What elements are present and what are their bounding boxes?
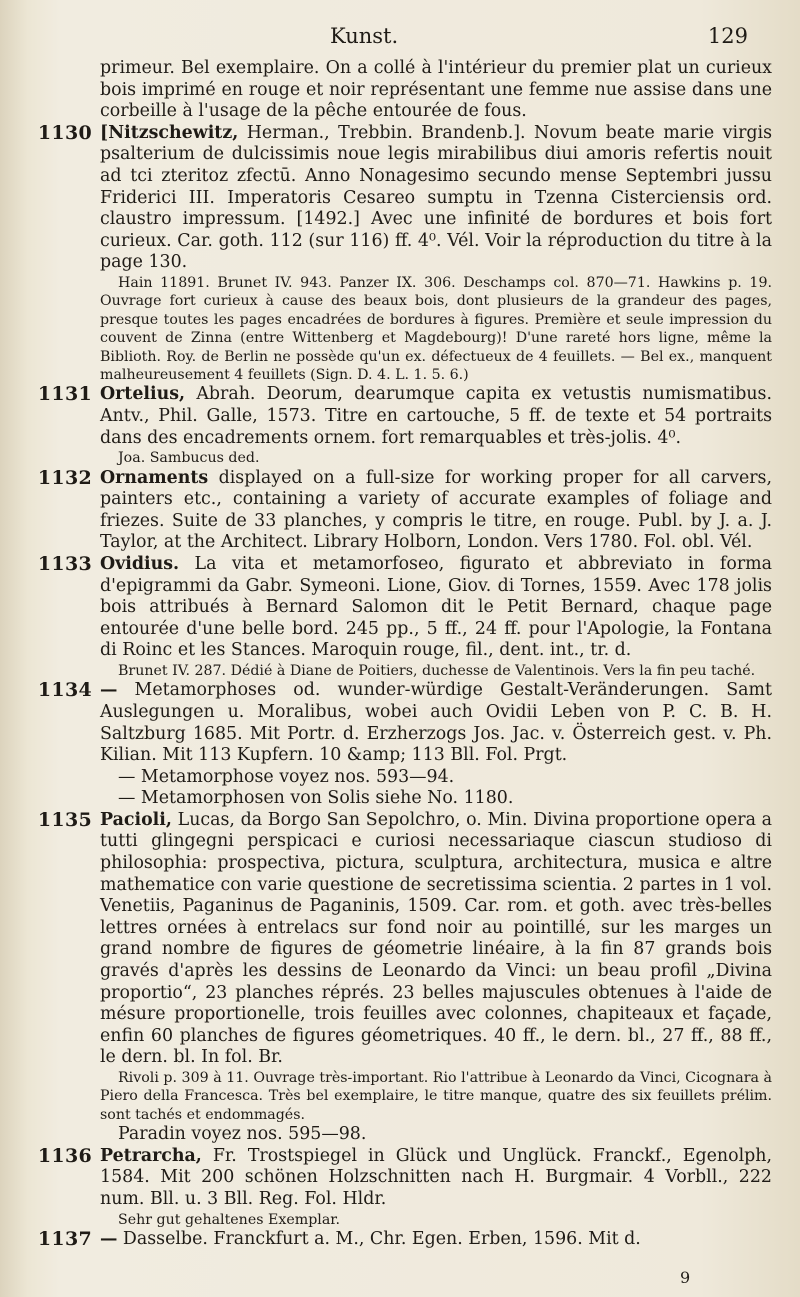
catalog-entry-1135	[0, 810, 800, 1124]
entry-author: —	[100, 680, 118, 701]
entry-text: Abrah. Deorum, dearumque capita ex vetustis numismatibus. Antv., Phil. Galle, 1573. Titre en cartouche, 5 ff. de texte et 54 portraits dans des encadrements ornem. fort remarquables et très-jolis. 4⁰.	[100, 384, 772, 448]
entry-note: Brunet IV. 287. Dédié à Diane de Poitiers, duchesse de Valentinois. Vers la fin peu taché.	[118, 662, 756, 679]
entry-text: Lucas, da Borgo San Sepolchro, o. Min. Divina proportione opera a tutti glingegni perspicaci e curiosi necessariaque ciascun studioso di philosophia: prospectiva, pictura, sculptura, architectura, musica e altre mathematice con varie questione de secretissima scientia. 2 partes in 1 vol. Venetiis, Paganinus de Paganinis, 1509. Car. rom. et goth. avec très-belles lettres ornées à entrelacs sur fond noir au pointillé, sur les marges un grand nombre de figures de géometrie linéaire, à la fin 87 grands bois gravés d'après les dessins de Leonardo da Vinci: un beau profil „Divina proportio“, 23 planches réprés. 23 belles majuscules obtenues à l'aide de mésure proportionelle, trois feuilles avec colonnes, chapiteaux et façade, enfin 60 planches de figures géometriques. 40 ff., le dern. bl., 27 ff., 88 ff., le dern. bl. In fol. Br.	[100, 809, 772, 1068]
entry-number: 1130	[37, 121, 92, 144]
entry-author: Ornaments	[100, 467, 209, 488]
catalog-entry-1137	[0, 1229, 800, 1251]
entry-number: 1132	[37, 466, 92, 489]
entry-note: Rivoli p. 309 à 11. Ouvrage très-important. Rio l'attribue à Leonardo da Vinci, Cicognara à Piero della Francesca. Très bel exemplaire, le titre manque, quatre des six feuillets prélim. sont tachés et endommagés.	[100, 1070, 772, 1123]
entry-description	[100, 384, 772, 449]
entry-text: displayed on a full-size for working proper for all carvers, painters etc., containing a variety of accurate examples of foliage and friezes. Suite de 33 planches, y compris le titre, en rouge. Publ. by J. a. J. Taylor, at the Architect. Library Holborn, London. Vers 1780. Fol. obl. Vél.	[100, 467, 772, 553]
entry-description	[100, 1229, 772, 1251]
entry-author: Petrarcha,	[100, 1145, 202, 1166]
entry-note: Sehr gut gehaltenes Exemplar.	[118, 1211, 341, 1228]
entry-author: Ortelius,	[100, 384, 186, 405]
entry-description	[100, 810, 772, 1069]
running-title: Kunst.	[330, 24, 399, 48]
entry-author: Ovidius.	[100, 553, 180, 574]
entry-note: Joa. Sambucus ded.	[118, 450, 260, 467]
page-number: 129	[707, 24, 748, 48]
cross-reference: — Metamorphose voyez nos. 593—94.	[118, 766, 455, 787]
catalog-entry-1133	[0, 554, 800, 680]
entry-number: 1134	[37, 679, 92, 702]
entry-description	[100, 123, 772, 274]
catalog-body	[0, 58, 800, 1251]
entry-author: Pacioli,	[100, 809, 172, 830]
cross-references	[0, 767, 800, 810]
entry-text: Herman., Trebbin. Brandenb.]. Novum beate marie virgis psalterium de dulcissimis noue legis mirabilibus diui amoris refertis nouit ad tci zteritoz zfectū. Anno Nonagesimo secundo mense Septembri jussu Friderici III. Imperatoris Cesareo sumptu in Tzenna Cisterciensis ord. claustro impressum. [1492.] Avec une infinité de bordures et bois fort curieux. Car. goth. 112 (sur 116) ff. 4⁰. Vél. Voir la réproduction du titre à la page 130.	[100, 122, 772, 273]
entry-number: 1136	[37, 1144, 92, 1167]
entry-number: 1131	[37, 383, 92, 406]
entry-author: [Nitzschewitz,	[100, 122, 239, 143]
entry-description	[100, 680, 772, 766]
catalog-entry-1136	[0, 1146, 800, 1229]
catalog-entry-1132	[0, 468, 800, 554]
entry-number: 1133	[37, 552, 92, 575]
continuation-entry	[0, 58, 800, 123]
cross-reference: Paradin voyez nos. 595—98.	[118, 1124, 367, 1145]
entry-note: Hain 11891. Brunet IV. 943. Panzer IX. 306. Deschamps col. 870—71. Hawkins p. 19. Ouvrage fort curieux à cause des beaux bois, dont plusieurs de la grandeur des pages, presque toutes les pages encadrées de bordures à figures. Première et seule impression du couvent de Zinna (entre Wittenberg et Magdebourg)! D'une rareté hors ligne, même la Biblioth. Roy. de Berlin ne possède qu'un ex. défectueux de 4 feuillets. — Bel ex., manquent malheureusement 4 feuillets (Sign. D. 4. L. 1. 5. 6.)	[100, 274, 772, 383]
entry-text: Dasselbe. Franckfurt a. M., Chr. Egen. Erben, 1596. Mit d.	[122, 1229, 641, 1249]
entry-author: —	[100, 1229, 118, 1249]
page-header	[0, 18, 800, 48]
entry-number: 1135	[37, 808, 92, 831]
entry-text: Metamorphoses od. wunder-würdige Gestalt-Veränderungen. Samt Auslegungen u. Moralibus, wobei auch Ovidii Leben von P. C. B. H. Saltzburg 1685. Mit Portr. d. Erzherzogs Jos. Jac. v. Österreich gest. v. Ph. Kilian. Mit 113 Kupfern. 10 &amp; 113 Bll. Fol. Prgt.	[100, 680, 772, 766]
cross-reference: — Metamorphosen von Solis siehe No. 1180.	[118, 788, 514, 809]
catalog-entry-1134	[0, 680, 800, 766]
signature-mark: 9	[680, 1268, 691, 1287]
continuation-text: primeur. Bel exemplaire. On a collé à l'intérieur du premier plat un curieux bois imprimé en rouge et noir représentant une femme nue assise dans une corbeille à l'usage de la pêche entourée de fous.	[100, 58, 772, 122]
catalog-entry-1130	[0, 123, 800, 385]
entry-description	[100, 1146, 772, 1211]
entry-description	[100, 554, 772, 662]
entry-text: Fr. Trostspiegel in Glück und Unglück. Franckf., Egenolph, 1584. Mit 200 schönen Holzschnitten nach H. Burgmair. 4 Vorbll., 222 num. Bll. u. 3 Bll. Reg. Fol. Hldr.	[100, 1145, 772, 1209]
entry-number: 1137	[37, 1228, 92, 1250]
entry-text: La vita et metamorfoseo, figurato et abbreviato in forma d'epigrammi da Gabr. Symeoni. Lione, Giov. di Tornes, 1559. Avec 178 jolis bois attribués à Bernard Salomon dit le Petit Bernard, chaque page entourée d'une belle bord. 245 pp., 5 ff., 24 ff. pour l'Apologie, la Fontana di Roinc et les Stances. Maroquin rouge, fil., dent. int., tr. d.	[100, 553, 772, 661]
cross-reference-paradin	[0, 1124, 800, 1146]
entry-description	[100, 468, 772, 554]
catalog-entry-1131	[0, 384, 800, 467]
